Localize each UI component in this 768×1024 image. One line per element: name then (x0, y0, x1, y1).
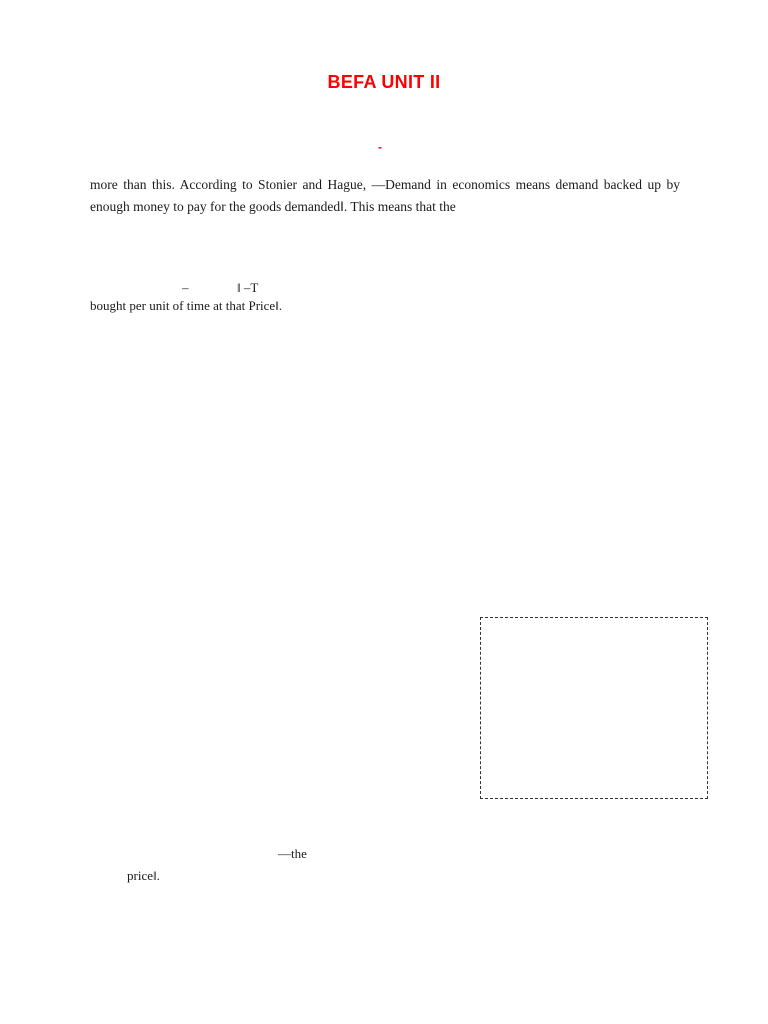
text-line-bought-per-unit: bought per unit of time at that Price‖. (90, 298, 283, 313)
paragraph-demand-definition: more than this. According to Stonier and Hague, —Demand in economics means demand backed up by enough money to pay for the goods demanded‖. This means that the (90, 177, 680, 214)
document-title: BEFA UNIT II (327, 72, 441, 92)
text-fragment-dash: – (182, 280, 189, 295)
dashed-image-frame (480, 617, 708, 799)
text-fragment-the: —the (278, 846, 307, 861)
text-line-price: price‖. (127, 868, 160, 883)
text-fragment-bar: ‖ –T (237, 280, 259, 295)
red-dash-mark: - (378, 140, 382, 154)
